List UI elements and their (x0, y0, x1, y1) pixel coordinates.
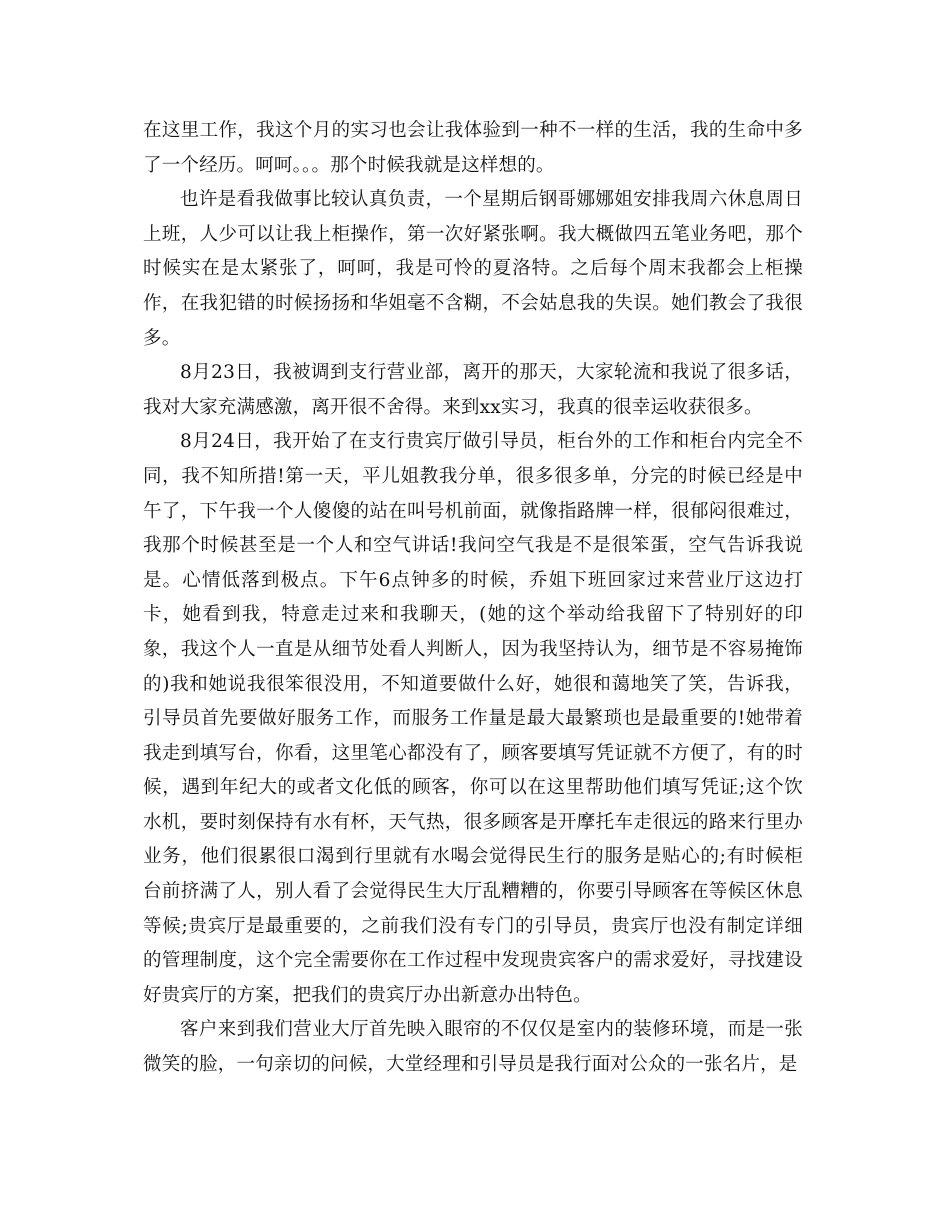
paragraph-4: 8月24日，我开始了在支行贵宾厅做引导员，柜台外的工作和柜台内完全不同，我不知所措!第一天，平儿姐教我分单，很多很多单，分完的时候已经是中午了，下午我一个人傻傻的站在叫号机前面，就像指路牌一样，很郁闷很难过，我那个时候甚至是一个人和空气讲话!我问空气我是不是很笨蛋，空气告诉我说是。心情低落到极点。下午6点钟多的时候，乔姐下班回家过来营业厅这边打卡，她看到我，特意走过来和我聊天，(她的这个举动给我留下了特别好的印象，我这个人一直是从细节处看人判断人，因为我坚持认为，细节是不容易掩饰的)我和她说我很笨很没用，不知道要做什么好，她很和蔼地笑了笑，告诉我，引导员首先要做好服务工作，而服务工作量是最大最繁琐也是最重要的!她带着我走到填写台，你看，这里笔心都没有了，顾客要填写凭证就不方便了，有的时候，遇到年纪大的或者文化低的顾客，你可以在这里帮助他们填写凭证;这个饮水机，要时刻保持有水有杯，天气热，很多顾客是开摩托车走很远的路来行里办业务，他们很累很口渴到行里就有水喝会觉得民生行的服务是贴心的;有时候柜台前挤满了人，别人看了会觉得民生大厅乱糟糟的，你要引导顾客在等候区休息等候;贵宾厅是最重要的，之前我们没有专门的引导员，贵宾厅也没有制定详细的管理制度，这个完全需要你在工作过程中发现贵宾客户的需求爱好，寻找建设好贵宾厅的方案，把我们的贵宾厅办出新意办出特色。 (143, 431, 803, 1006)
document-body (143, 114, 803, 1083)
paragraph-2: 也许是看我做事比较认真负责，一个星期后钢哥娜娜姐安排我周六休息周日上班，人少可以让我上柜操作，第一次好紧张啊。我大概做四五笔业务吧，那个时候实在是太紧张了，呵呵，我是可怜的夏洛特。之后每个周末我都会上柜操作，在我犯错的时候扬扬和华姐毫不含糊，不会姑息我的失误。她们教会了我很多。 (143, 189, 803, 349)
paragraph-5: 客户来到我们营业大厅首先映入眼帘的不仅仅是室内的装修环境，而是一张微笑的脸，一句亲切的问候，大堂经理和引导员是我行面对公众的一张名片，是 (143, 1019, 803, 1076)
paragraph-1: 在这里工作，我这个月的实习也会让我体验到一种不一样的生活，我的生命中多了一个经历。呵呵。。。那个时候我就是这样想的。 (143, 120, 803, 176)
paragraph-3: 8月23日，我被调到支行营业部，离开的那天，大家轮流和我说了很多话，我对大家充满感激，离开很不舍得。来到xx实习，我真的很幸运收获很多。 (143, 362, 803, 418)
